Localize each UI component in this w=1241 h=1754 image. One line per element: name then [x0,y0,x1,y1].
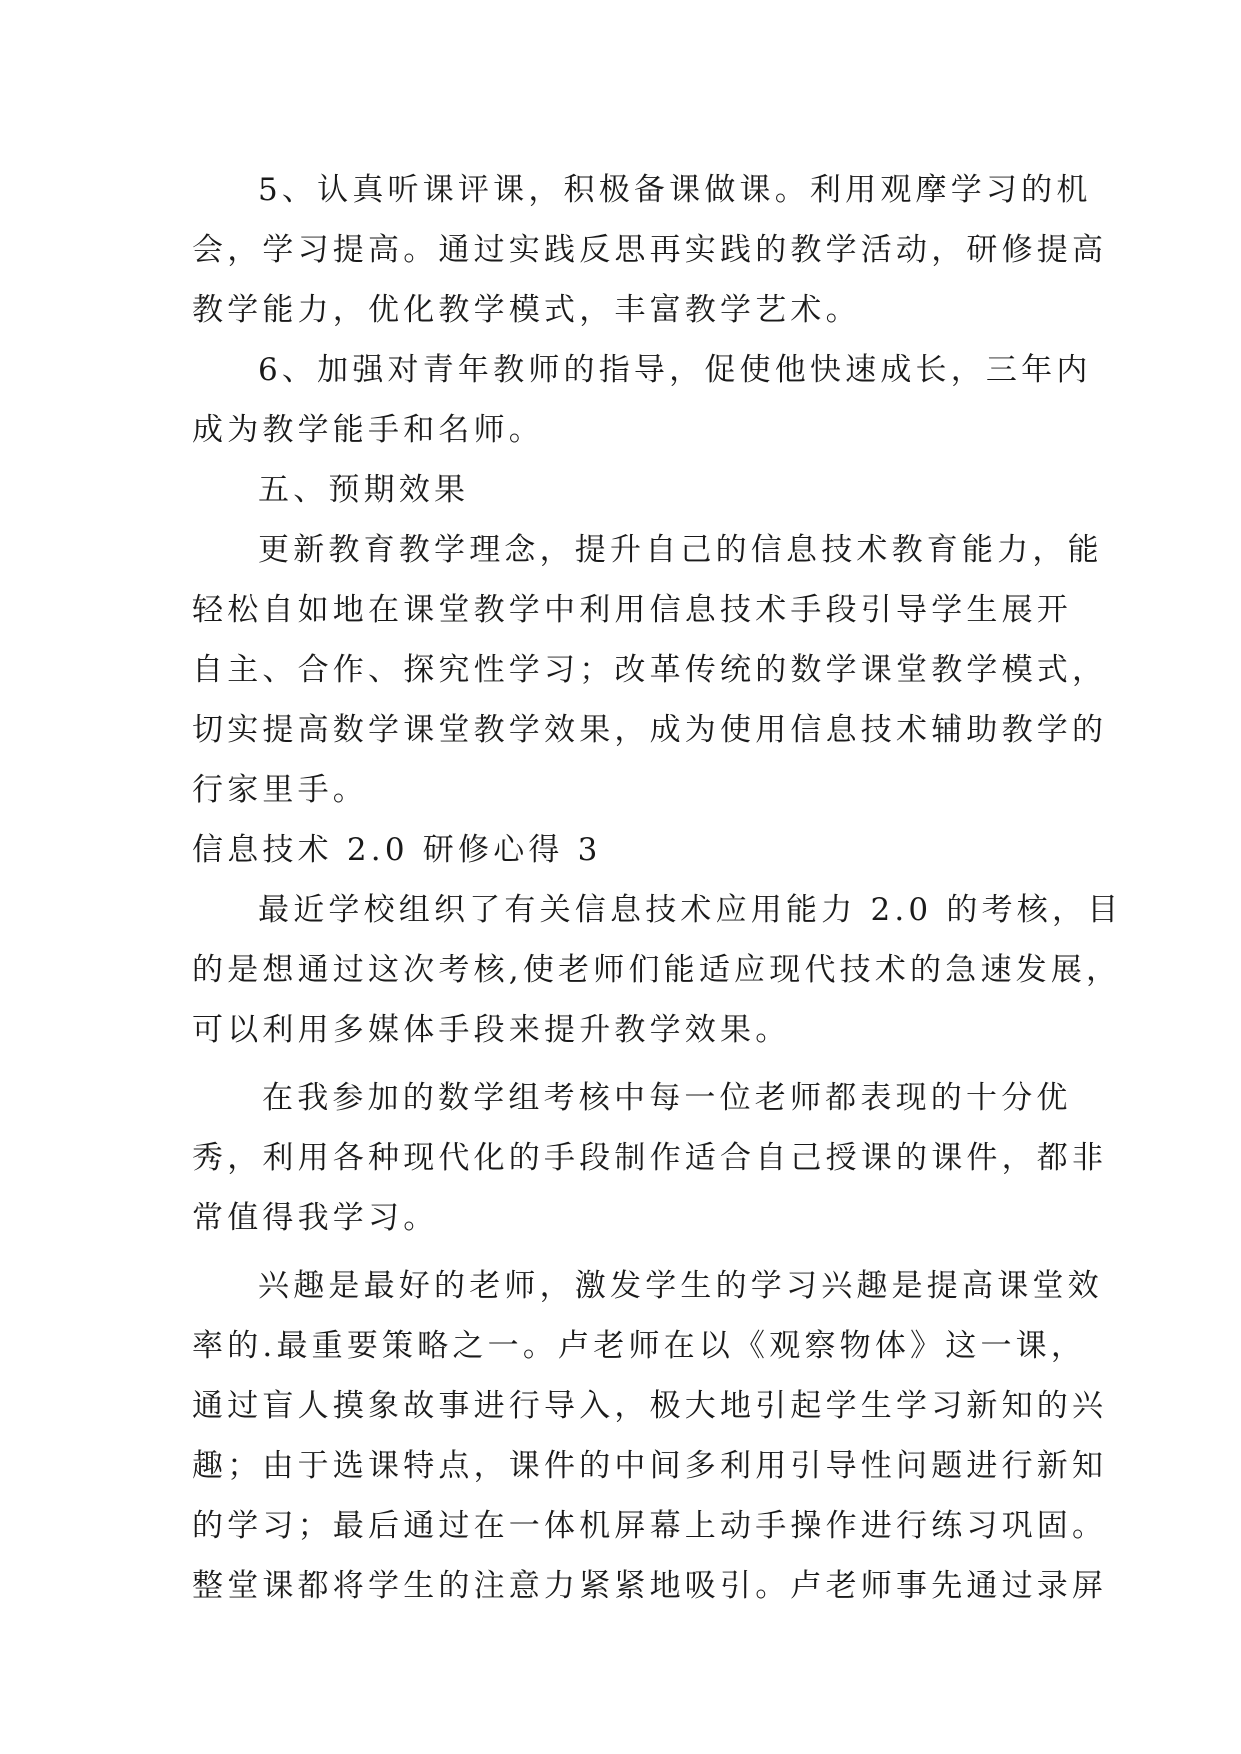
text-line: 兴趣是最好的老师，激发学生的学习兴趣是提高课堂效 [258,1268,1103,1304]
text-line: 率的.最重要策略之一。卢老师在以《观察物体》这一课， [192,1328,1087,1364]
text-line: 最近学校组织了有关信息技术应用能力 2.0 的考核，目 [258,892,1123,928]
text-line: 可以利用多媒体手段来提升教学效果。 [192,1012,791,1048]
text-line: 5、认真听课评课，积极备课做课。利用观摩学习的机 [258,172,1092,208]
text-line: 整堂课都将学生的注意力紧紧地吸引。卢老师事先通过录屏 [192,1568,1108,1604]
text-line: 在我参加的数学组考核中每一位老师都表现的十分优 [262,1080,1072,1116]
document-title: 信息技术 2.0 研修心得 3 [192,832,602,868]
text-line: 轻松自如地在课堂教学中利用信息技术手段引导学生展开 [192,592,1072,628]
text-line: 行家里手。 [192,772,368,808]
text-line: 6、加强对青年教师的指导，促使他快速成长，三年内 [258,352,1092,388]
text-line: 切实提高数学课堂教学效果，成为使用信息技术辅助教学的 [192,712,1108,748]
text-line: 的是想通过这次考核,使老师们能适应现代技术的急速发展， [192,952,1122,988]
text-line: 更新教育教学理念，提升自己的信息技术教育能力，能 [258,532,1103,568]
text-line: 成为教学能手和名师。 [192,412,544,448]
document-body [192,160,1123,1616]
text-line: 秀，利用各种现代化的手段制作适合自己授课的课件，都非 [192,1140,1108,1176]
text-line: 教学能力，优化教学模式，丰富教学艺术。 [192,292,861,328]
section-heading: 五、预期效果 [258,472,470,508]
text-line: 的学习；最后通过在一体机屏幕上动手操作进行练习巩固。 [192,1508,1108,1544]
text-line: 通过盲人摸象故事进行导入，极大地引起学生学习新知的兴 [192,1388,1108,1424]
text-line: 会，学习提高。通过实践反思再实践的教学活动，研修提高 [192,232,1108,268]
text-line: 趣；由于选课特点，课件的中间多利用引导性问题进行新知 [192,1448,1108,1484]
text-line: 常值得我学习。 [192,1200,439,1236]
text-line: 自主、合作、探究性学习；改革传统的数学课堂教学模式， [192,652,1108,688]
